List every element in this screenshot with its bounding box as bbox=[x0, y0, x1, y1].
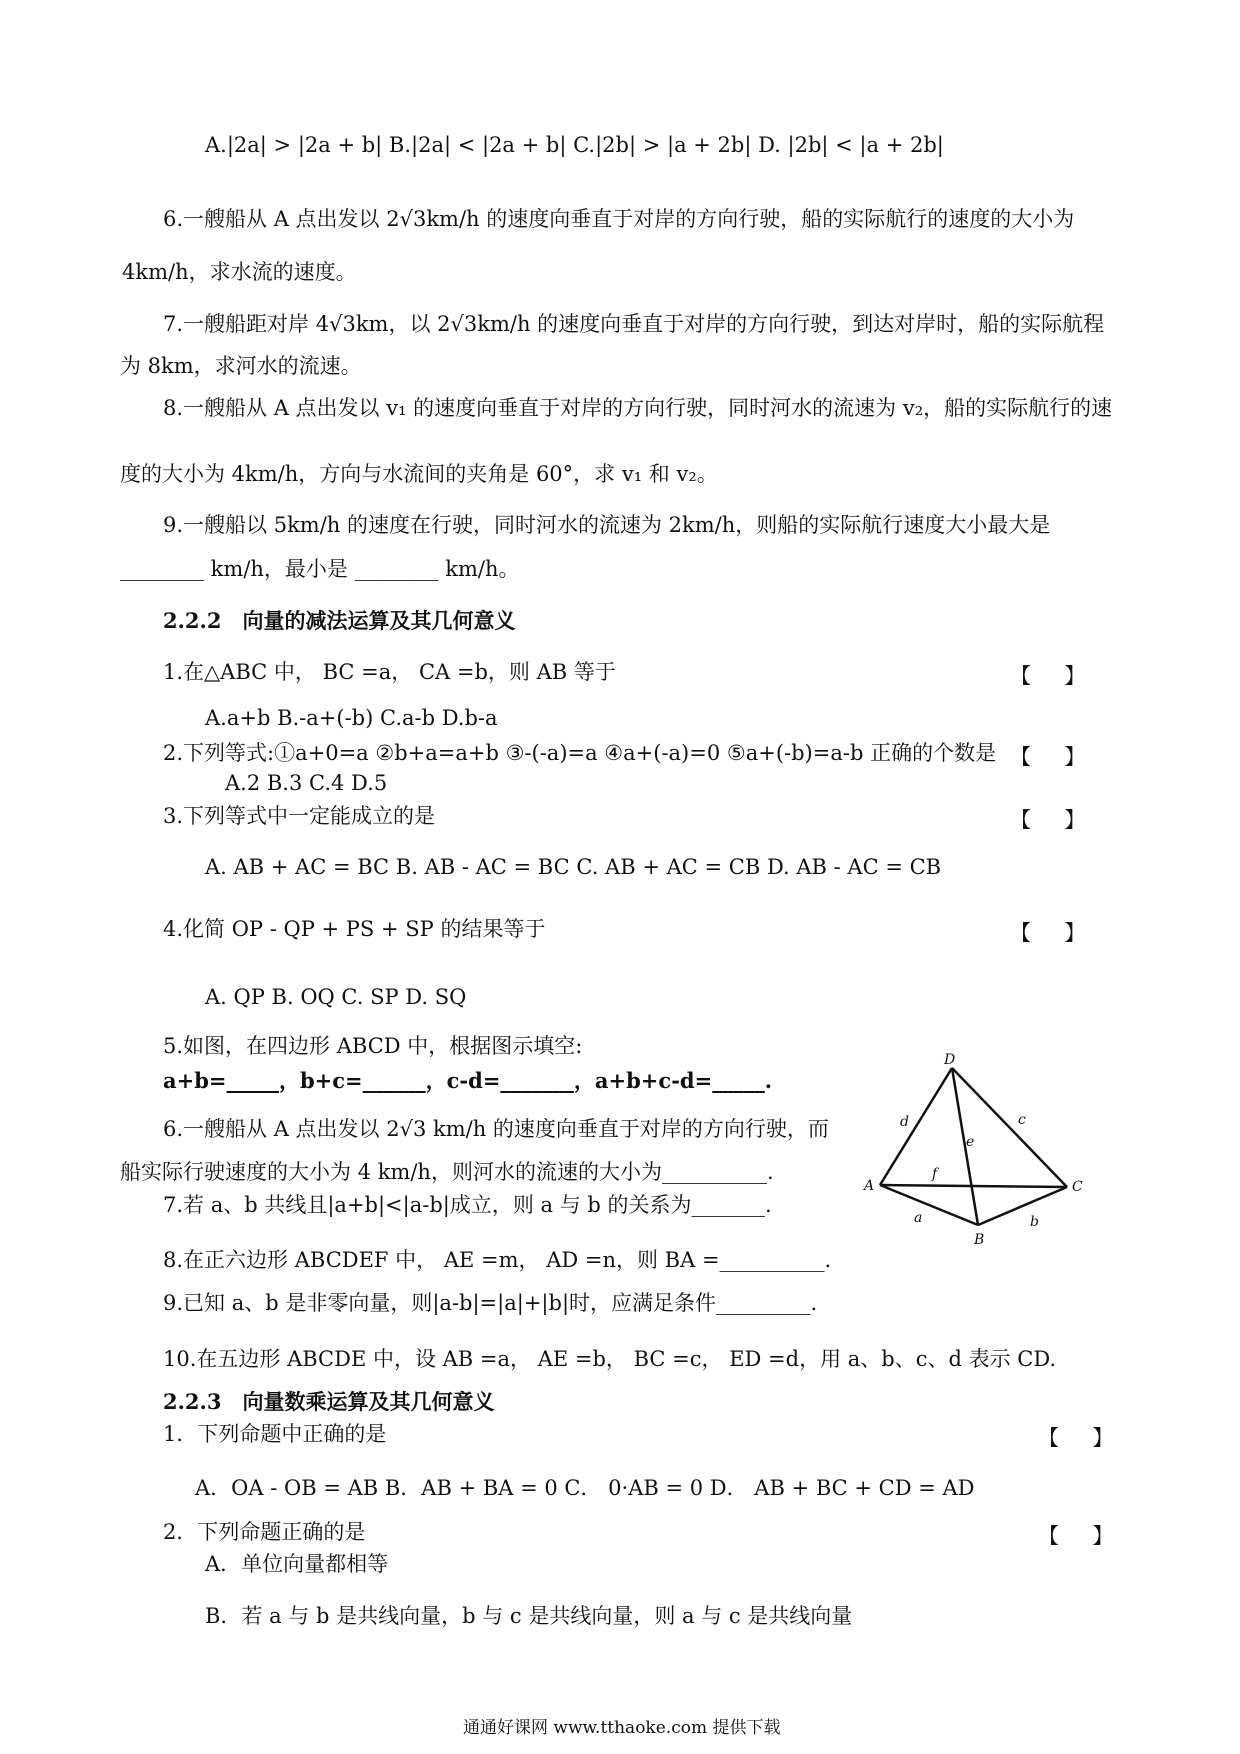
label-B: B bbox=[974, 1232, 985, 1248]
text-line-p1-q7a: 7.一艘船距对岸 4√3km，以 2√3km/h 的速度向垂直于对岸的方向行驶，到达对岸时，船的实际航程 bbox=[163, 312, 1105, 336]
edge-BC bbox=[978, 1187, 1067, 1225]
answer-bracket-br-s2q1: 【 】 bbox=[1010, 664, 1086, 688]
text-line-s2-q8: 8.在正六边形 ABCDEF 中， AE =m， AD =n，则 BA =__________. bbox=[163, 1248, 832, 1272]
text-line-p1-q8b: 度的大小为 4km/h，方向与水流间的夹角是 60°，求 v₁ 和 v₂。 bbox=[120, 462, 718, 486]
text-line-s3-q1o: A．OA - OB = AB B．AB + BA = 0 C． 0·AB = 0 D． AB + BC + CD = AD bbox=[195, 1476, 975, 1500]
text-line-p1-q9b: ________ km/h，最小是 ________ km/h。 bbox=[120, 557, 520, 581]
text-line-s2-q6a: 6.一艘船从 A 点出发以 2√3 km/h 的速度向垂直于对岸的方向行驶，而 bbox=[163, 1117, 829, 1141]
label-D: D bbox=[944, 1052, 956, 1068]
text-line-s2-q5b: a+b=_____，b+c=______，c-d=_______，a+b+c-d=_____. bbox=[163, 1068, 772, 1093]
text-line-s2-q3: 3.下列等式中一定能成立的是 bbox=[163, 804, 436, 828]
text-line-s222: 2.2.2 向量的减法运算及其几何意义 bbox=[163, 608, 516, 633]
text-line-s3-q2b: B．若 a 与 b 是共线向量，b 与 c 是共线向量，则 a 与 c 是共线向量 bbox=[205, 1604, 853, 1628]
answer-bracket-br-s3q1: 【 】 bbox=[1038, 1426, 1114, 1450]
text-line-s2-q9: 9.已知 a、b 是非零向量，则|a-b|=|a|+|b|时，应满足条件_________. bbox=[163, 1291, 818, 1315]
text-line-p1-opts: A.|2a| > |2a + b| B.|2a| < |2a + b| C.|2b| > |a + 2b| D. |2b| < |a + 2b| bbox=[205, 133, 944, 157]
text-line-s2-q10: 10.在五边形 ABCDE 中，设 AB =a， AE =b， BC =c， ED =d，用 a、b、c、d 表示 CD. bbox=[163, 1347, 1057, 1371]
label-C: C bbox=[1072, 1179, 1083, 1195]
text-line-s2-q6b: 船实际行驶速度的大小为 4 km/h，则河水的流速的大小为__________. bbox=[120, 1160, 774, 1184]
text-line-s3-q2: 2．下列命题正确的是 bbox=[163, 1520, 366, 1544]
label-d: d bbox=[900, 1114, 909, 1130]
answer-bracket-br-s3q2: 【 】 bbox=[1038, 1524, 1114, 1548]
text-line-p1-q9a: 9.一艘船以 5km/h 的速度在行驶，同时河水的流速为 2km/h，则船的实际航行速度大小最大是 bbox=[163, 513, 1051, 537]
footer-text: 通通好课网 www.tthaoke.com 提供下载 bbox=[463, 1718, 781, 1738]
text-line-s2-q3o: A. AB + AC = BC B. AB - AC = BC C. AB + AC = CB D. AB - AC = CB bbox=[205, 855, 942, 879]
text-line-s2-q7: 7.若 a、b 共线且|a+b|<|a-b|成立，则 a 与 b 的关系为_______. bbox=[163, 1193, 772, 1217]
edge-AB bbox=[880, 1185, 978, 1225]
text-line-s2-q1: 1.在△ABC 中， BC =a， CA =b，则 AB 等于 bbox=[163, 660, 616, 684]
edge-AD bbox=[880, 1068, 952, 1185]
label-A: A bbox=[864, 1178, 875, 1194]
text-line-s2-q4o: A. QP B. OQ C. SP D. SQ bbox=[205, 985, 467, 1009]
label-c: c bbox=[1018, 1112, 1026, 1128]
text-line-s3-q1: 1．下列命题中正确的是 bbox=[163, 1422, 387, 1446]
text-line-p1-q6b: 4km/h，求水流的速度。 bbox=[122, 260, 357, 284]
label-a: a bbox=[914, 1210, 923, 1226]
answer-bracket-br-s2q2: 【 】 bbox=[1010, 745, 1086, 769]
text-line-p1-q7b: 为 8km，求河水的流速。 bbox=[120, 354, 362, 378]
answer-bracket-br-s2q4: 【 】 bbox=[1010, 921, 1086, 945]
label-b: b bbox=[1030, 1214, 1039, 1230]
text-line-s2-q5: 5.如图，在四边形 ABCD 中，根据图示填空: bbox=[163, 1034, 583, 1058]
text-line-s2-q4: 4.化简 OP - QP + PS + SP 的结果等于 bbox=[163, 917, 546, 941]
edge-AC bbox=[880, 1185, 1067, 1187]
text-line-p1-q6a: 6.一艘船从 A 点出发以 2√3km/h 的速度向垂直于对岸的方向行驶，船的实际航行的速度的大小为 bbox=[163, 207, 1075, 231]
text-line-s3-q2a: A．单位向量都相等 bbox=[205, 1552, 389, 1576]
text-line-s223: 2.2.3 向量数乘运算及其几何意义 bbox=[163, 1389, 495, 1414]
answer-bracket-br-s2q3: 【 】 bbox=[1010, 808, 1086, 832]
text-line-s2-q2: 2.下列等式:①a+0=a ②b+a=a+b ③-(-a)=a ④a+(-a)=0 ⑤a+(-b)=a-b 正确的个数是 bbox=[163, 741, 997, 765]
label-e: e bbox=[966, 1134, 975, 1150]
quadrilateral-figure bbox=[860, 1050, 1100, 1250]
text-line-p1-q8a: 8.一艘船从 A 点出发以 v₁ 的速度向垂直于对岸的方向行驶，同时河水的流速为 v₂，船的实际航行的速 bbox=[163, 396, 1113, 420]
text-line-s2-q2o: A.2 B.3 C.4 D.5 bbox=[225, 771, 388, 795]
label-f: f bbox=[932, 1166, 938, 1182]
text-line-s2-q1o: A.a+b B.-a+(-b) C.a-b D.b-a bbox=[205, 706, 498, 730]
